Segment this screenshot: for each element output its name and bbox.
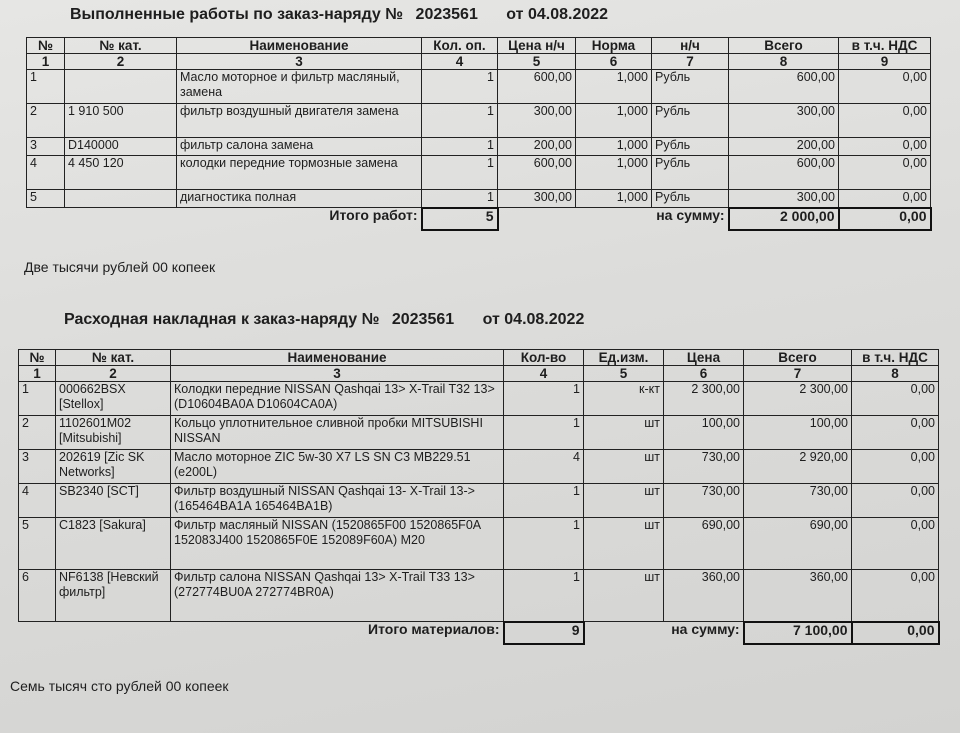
materials-col-number: 5 (584, 366, 664, 382)
works-cell-norm: 1,000 (576, 138, 652, 156)
materials-cell-qty: 1 (504, 416, 584, 450)
works-sum-in-words: Две тысячи рублей 00 копеек (24, 259, 216, 275)
materials-cell-price: 100,00 (664, 416, 744, 450)
works-cell-cat (65, 70, 177, 104)
works-cell-norm: 1,000 (576, 70, 652, 104)
materials-total-label: Итого материалов: (368, 621, 500, 637)
works-header-num: № (27, 38, 65, 54)
works-cell-cat (65, 190, 177, 208)
works-col-number-row (27, 54, 931, 70)
works-header-vat: в т.ч. НДС (839, 38, 931, 54)
works-cell-num: 4 (27, 156, 65, 190)
works-cell-num: 1 (27, 70, 65, 104)
materials-cell-price: 690,00 (664, 518, 744, 570)
works-cell-price: 600,00 (498, 70, 576, 104)
works-col-number: 3 (177, 54, 422, 70)
materials-cell-price: 730,00 (664, 450, 744, 484)
works-col-number: 7 (652, 54, 729, 70)
works-total-row (27, 208, 931, 230)
materials-cell-unit: шт (584, 416, 664, 450)
materials-header-unit: Ед.изм. (584, 350, 664, 366)
materials-cell-name: Фильтр масляный NISSAN (1520865F00 1520865F0A 152083J400 1520865F0E 152089F60A) M20 (171, 518, 504, 570)
works-cell-name: диагностика полная (177, 190, 422, 208)
materials-row (19, 484, 939, 518)
works-cell-unit: Рубль (652, 190, 729, 208)
materials-cell-price: 2 300,00 (664, 382, 744, 416)
materials-row (19, 570, 939, 622)
works-col-number: 9 (839, 54, 931, 70)
works-cell-vat: 0,00 (839, 70, 931, 104)
materials-col-number: 7 (744, 366, 852, 382)
works-header-qty: Кол. оп. (422, 38, 498, 54)
materials-cell-unit: шт (584, 518, 664, 570)
works-cell-num: 2 (27, 104, 65, 138)
works-cell-num: 3 (27, 138, 65, 156)
materials-cell-name: Масло моторное ZIC 5w-30 X7 LS SN C3 MB229.51 (e200L) (171, 450, 504, 484)
works-cell-total: 200,00 (729, 138, 839, 156)
works-cell-norm: 1,000 (576, 104, 652, 138)
works-header-price: Цена н/ч (498, 38, 576, 54)
materials-cell-cat: 202619 [Zic SK Networks] (56, 450, 171, 484)
materials-order-date: от 04.08.2022 (482, 311, 585, 328)
materials-cell-cat: 1102601M02 [Mitsubishi] (56, 416, 171, 450)
works-cell-unit: Рубль (652, 138, 729, 156)
materials-header-vat: в т.ч. НДС (852, 350, 939, 366)
materials-cell-vat: 0,00 (852, 450, 939, 484)
materials-cell-vat: 0,00 (852, 484, 939, 518)
works-row (27, 156, 931, 190)
works-cell-total: 300,00 (729, 104, 839, 138)
works-col-number: 6 (576, 54, 652, 70)
materials-cell-unit: шт (584, 484, 664, 518)
works-row (27, 138, 931, 156)
materials-cell-unit: к-кт (584, 382, 664, 416)
works-cell-unit: Рубль (652, 70, 729, 104)
works-cell-price: 600,00 (498, 156, 576, 190)
works-cell-unit: Рубль (652, 156, 729, 190)
materials-col-number: 6 (664, 366, 744, 382)
materials-cell-name: Фильтр воздушный NISSAN Qashqai 13- X-Trail 13-> (165464BA1A 165464BA1B) (171, 484, 504, 518)
materials-row (19, 450, 939, 484)
materials-sum-total: 7 100,00 (744, 622, 852, 644)
materials-cell-cat: 000662BSX [Stellox] (56, 382, 171, 416)
materials-cell-name: Кольцо уплотнительное сливной пробки MITSUBISHI NISSAN (171, 416, 504, 450)
materials-cell-num: 4 (19, 484, 56, 518)
materials-cell-price: 360,00 (664, 570, 744, 622)
works-total-qty: 5 (422, 208, 498, 230)
materials-sum-vat: 0,00 (852, 622, 939, 644)
works-total-label: Итого работ: (329, 207, 418, 223)
materials-cell-total: 730,00 (744, 484, 852, 518)
works-header-norm: Норма (576, 38, 652, 54)
materials-cell-qty: 1 (504, 382, 584, 416)
works-cell-qty: 1 (422, 156, 498, 190)
materials-col-number-row (19, 366, 939, 382)
works-sum-label: на сумму: (656, 207, 725, 223)
works-cell-vat: 0,00 (839, 104, 931, 138)
materials-header-cat: № кат. (56, 350, 171, 366)
materials-cell-total: 100,00 (744, 416, 852, 450)
works-order-date: от 04.08.2022 (506, 6, 609, 23)
works-sum-total: 2 000,00 (729, 208, 839, 230)
materials-cell-num: 3 (19, 450, 56, 484)
materials-col-number: 3 (171, 366, 504, 382)
works-cell-total: 300,00 (729, 190, 839, 208)
materials-header-total: Всего (744, 350, 852, 366)
materials-title-prefix: Расходная накладная к заказ-наряду № (64, 311, 380, 328)
works-cell-total: 600,00 (729, 156, 839, 190)
works-header-row (27, 38, 931, 54)
materials-cell-cat: SB2340 [SCT] (56, 484, 171, 518)
works-cell-name: фильтр салона замена (177, 138, 422, 156)
works-cell-qty: 1 (422, 104, 498, 138)
works-cell-vat: 0,00 (839, 190, 931, 208)
materials-cell-name: Фильтр салона NISSAN Qashqai 13> X-Trail T33 13> (272774BU0A 272774BR0A) (171, 570, 504, 622)
works-cell-norm: 1,000 (576, 156, 652, 190)
works-sum-vat: 0,00 (839, 208, 931, 230)
materials-cell-vat: 0,00 (852, 518, 939, 570)
materials-col-number: 2 (56, 366, 171, 382)
materials-header-row (19, 350, 939, 366)
works-cell-cat: 4 450 120 (65, 156, 177, 190)
works-header-name: Наименование (177, 38, 422, 54)
materials-order-number: 2023561 (391, 311, 455, 328)
materials-header-num: № (19, 350, 56, 366)
works-cell-price: 300,00 (498, 190, 576, 208)
materials-cell-qty: 4 (504, 450, 584, 484)
materials-cell-name: Колодки передние NISSAN Qashqai 13> X-Trail T32 13> (D10604BA0A D10604CA0A) (171, 382, 504, 416)
works-cell-vat: 0,00 (839, 138, 931, 156)
materials-cell-cat: NF6138 [Невский фильтр] (56, 570, 171, 622)
materials-cell-num: 2 (19, 416, 56, 450)
works-cell-name: Масло моторное и фильтр масляный, замена (177, 70, 422, 104)
works-cell-price: 300,00 (498, 104, 576, 138)
works-cell-price: 200,00 (498, 138, 576, 156)
materials-row (19, 518, 939, 570)
materials-row (19, 416, 939, 450)
works-cell-total: 600,00 (729, 70, 839, 104)
materials-col-number: 8 (852, 366, 939, 382)
works-cell-vat: 0,00 (839, 156, 931, 190)
materials-cell-num: 6 (19, 570, 56, 622)
materials-header-name: Наименование (171, 350, 504, 366)
works-title-prefix: Выполненные работы по заказ-наряду № (70, 6, 404, 23)
works-cell-name: колодки передние тормозные замена (177, 156, 422, 190)
materials-header-price: Цена (664, 350, 744, 366)
works-row (27, 104, 931, 138)
works-col-number: 2 (65, 54, 177, 70)
works-cell-cat: 1 910 500 (65, 104, 177, 138)
materials-sum-label: на сумму: (671, 621, 740, 637)
materials-cell-total: 2 920,00 (744, 450, 852, 484)
works-cell-qty: 1 (422, 70, 498, 104)
materials-table (18, 349, 940, 645)
materials-total-row (19, 622, 939, 644)
works-col-number: 5 (498, 54, 576, 70)
materials-cell-vat: 0,00 (852, 416, 939, 450)
materials-sum-in-words: Семь тысяч сто рублей 00 копеек (10, 678, 229, 694)
materials-cell-qty: 1 (504, 518, 584, 570)
materials-col-number: 1 (19, 366, 56, 382)
works-header-unit: н/ч (652, 38, 729, 54)
works-cell-cat: D140000 (65, 138, 177, 156)
materials-cell-vat: 0,00 (852, 382, 939, 416)
works-cell-norm: 1,000 (576, 190, 652, 208)
works-table (26, 37, 932, 231)
materials-row (19, 382, 939, 416)
materials-cell-qty: 1 (504, 570, 584, 622)
works-cell-qty: 1 (422, 190, 498, 208)
works-col-number: 4 (422, 54, 498, 70)
materials-cell-vat: 0,00 (852, 570, 939, 622)
materials-cell-qty: 1 (504, 484, 584, 518)
works-cell-qty: 1 (422, 138, 498, 156)
works-order-number: 2023561 (415, 6, 478, 23)
materials-cell-num: 5 (19, 518, 56, 570)
works-title (70, 6, 616, 24)
materials-col-number: 4 (504, 366, 584, 382)
works-cell-unit: Рубль (652, 104, 729, 138)
materials-cell-total: 690,00 (744, 518, 852, 570)
materials-cell-num: 1 (19, 382, 56, 416)
materials-total-qty: 9 (504, 622, 584, 644)
works-cell-name: фильтр воздушный двигателя замена (177, 104, 422, 138)
works-cell-num: 5 (27, 190, 65, 208)
works-row (27, 70, 931, 104)
materials-cell-price: 730,00 (664, 484, 744, 518)
materials-cell-unit: шт (584, 570, 664, 622)
works-header-total: Всего (729, 38, 839, 54)
works-col-number: 1 (27, 54, 65, 70)
materials-header-qty: Кол-во (504, 350, 584, 366)
materials-cell-unit: шт (584, 450, 664, 484)
materials-cell-total: 2 300,00 (744, 382, 852, 416)
materials-cell-total: 360,00 (744, 570, 852, 622)
works-row (27, 190, 931, 208)
materials-cell-cat: C1823 [Sakura] (56, 518, 171, 570)
materials-title (64, 311, 592, 329)
works-header-cat: № кат. (65, 38, 177, 54)
works-col-number: 8 (729, 54, 839, 70)
